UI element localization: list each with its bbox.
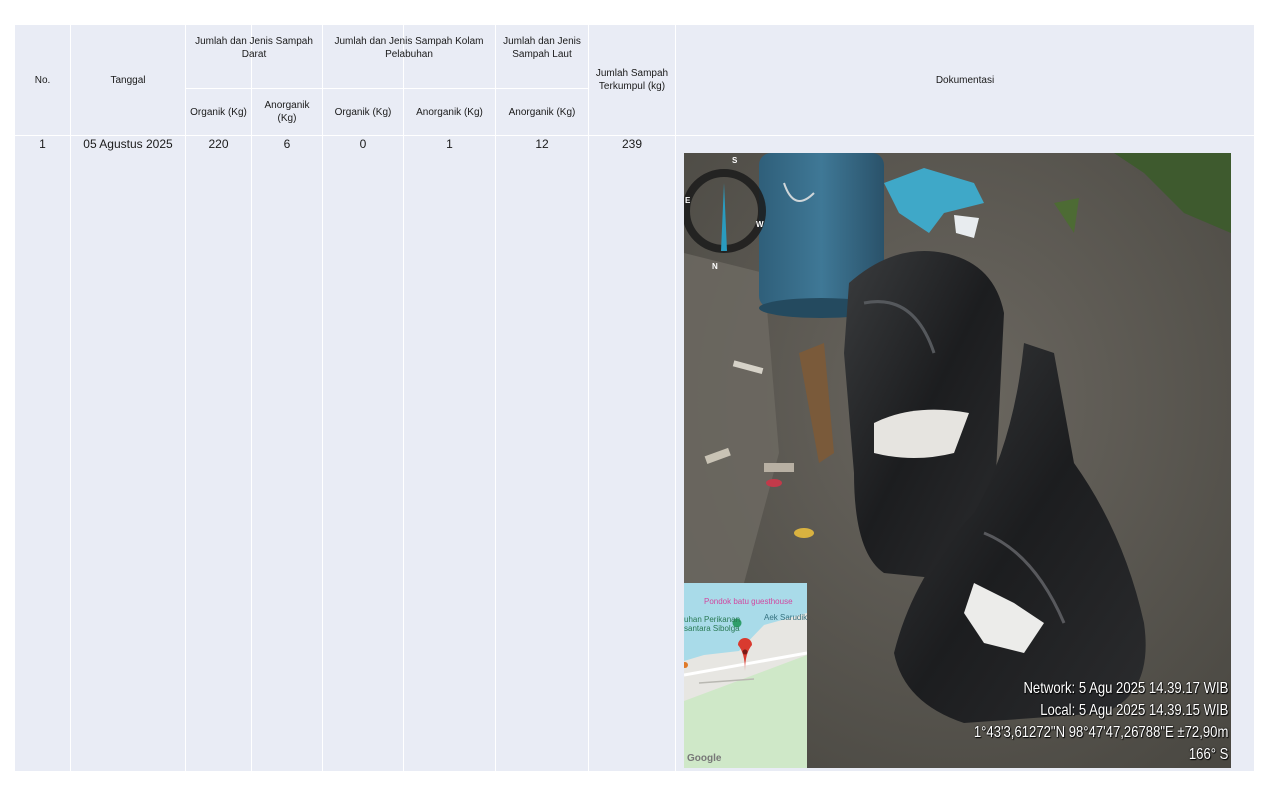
row-kolam-anorganik: 1 [446,137,453,151]
row-darat-organik: 220 [208,137,229,151]
header-darat-group: Jumlah dan Jenis Sampah Darat [195,36,313,60]
timestamp-overlay [973,678,1228,766]
google-logo: Google [687,753,722,764]
stamp-local: Local: 5 Agu 2025 14.39.15 WIB [1039,702,1228,719]
row-no: 1 [39,137,46,151]
map-label-sibolga: santara Sibolga [684,624,740,633]
header-kolam-anorganik: Anorganik (Kg) [416,106,483,118]
row-kolam-organik: 0 [359,137,367,151]
documentation-photo [684,153,1231,768]
stamp-coordinates: 1°43'3,61272"N 98°47'47,26788"E ±72,90m [973,724,1228,741]
header-tanggal: Tanggal [110,74,146,86]
header-darat-organik: Organik (Kg) [190,106,247,118]
data-table [15,25,1254,771]
header-no: No. [34,74,51,86]
map-label-sarudik: Aek Sarudik [764,613,807,622]
header-darat-anorganik: Anorganik (Kg) [264,100,310,124]
header-kolam-organik: Organik (Kg) [334,106,392,118]
compass-letter-w: W [756,220,764,229]
row-laut-anorganik: 12 [535,137,549,151]
row-terkumpul: 239 [621,137,643,151]
header-laut-anorganik: Anorganik (Kg) [508,106,576,118]
compass-letter-n: N [712,262,718,271]
header-dokumentasi: Dokumentasi [935,74,995,86]
map-label-perikanan: uhan Perikanan [684,615,741,624]
header-terkumpul: Jumlah Sampah Terkumpul (kg) [595,68,669,92]
map-label-guesthouse: Pondok batu guesthouse [704,597,793,606]
row-darat-anorganik: 6 [283,137,291,151]
map-background [684,583,807,768]
stamp-heading: 166° S [1188,746,1228,763]
header-kolam-group: Jumlah dan Jenis Sampah Kolam Pelabuhan [334,36,484,60]
map-inset [684,583,807,768]
row-tanggal: 05 Agustus 2025 [83,137,173,151]
header-divider [15,135,1254,136]
compass-letter-s: S [732,156,738,165]
header-laut-group: Jumlah dan Jenis Sampah Laut [503,36,581,60]
stamp-network: Network: 5 Agu 2025 14.39.17 WIB [1023,680,1228,697]
compass-letter-e: E [685,196,691,205]
column-divider [675,25,676,771]
